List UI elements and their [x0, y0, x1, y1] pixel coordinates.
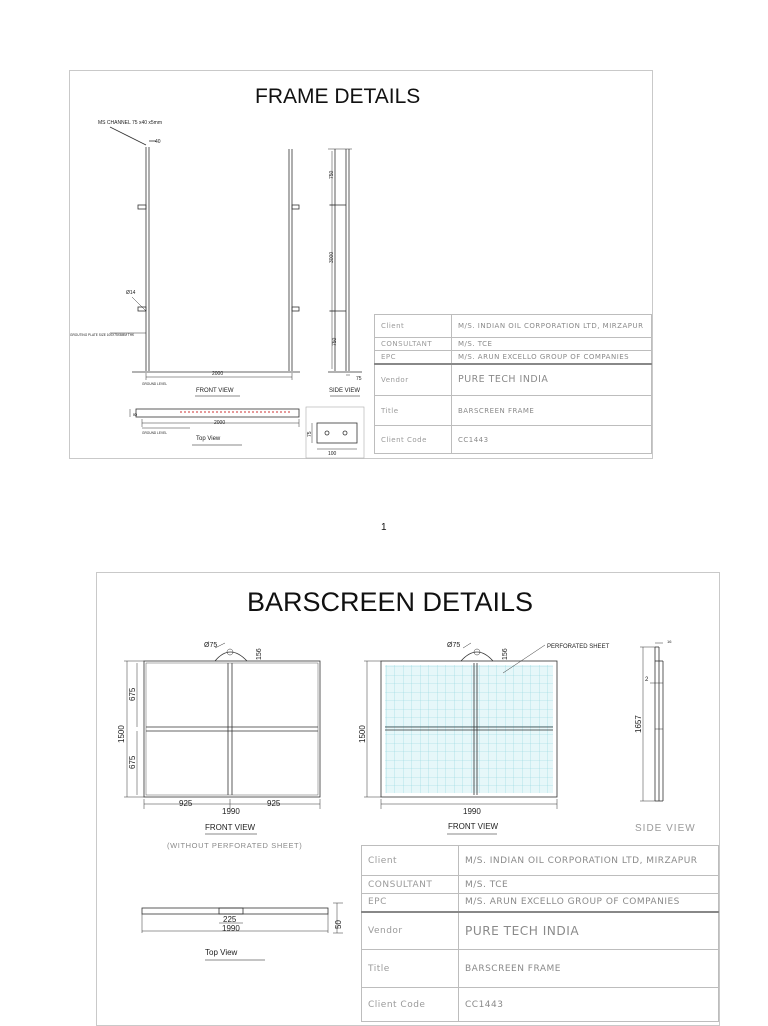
front-view-left: FRONT VIEW	[205, 823, 256, 832]
dim-925-left: 925	[179, 799, 193, 808]
top-view-label: Top View	[196, 436, 221, 442]
dim-156-left: 156	[256, 648, 263, 660]
dim-2000-front: 2000	[212, 371, 224, 377]
grouting-plate-label: GROUTING PLATE SIZE 100X75X6MM THK	[70, 333, 135, 337]
tb-vendor-value: PURE TECH INDIA	[452, 364, 652, 396]
dim-8: 8	[133, 413, 139, 416]
dia-14-label: Ø14	[126, 290, 136, 296]
tb-epc-label: EPC	[375, 351, 452, 364]
barscreen-title-block	[361, 845, 719, 1022]
frame-title-block	[374, 314, 652, 454]
dim-1657: 1657	[634, 715, 643, 733]
tb2-vendor-value: PURE TECH INDIA	[459, 912, 719, 950]
ground-level-top: GROUND LEVEL	[142, 431, 167, 435]
tb-client-label: Client	[375, 315, 452, 338]
tb-title-label: Title	[375, 396, 452, 426]
tb-consultant-label: CONSULTANT	[375, 338, 452, 351]
tb-title-value: BARSCREEN FRAME	[452, 396, 652, 426]
dia-75-right: Ø75	[447, 642, 461, 649]
dim-40: 40	[155, 139, 161, 145]
side-view-label: SIDE VIEW	[635, 823, 696, 834]
tb2-consultant-label: CONSULTANT	[362, 876, 459, 894]
tb2-client-code-value: CC1443	[459, 988, 719, 1022]
perforated-sheet-label: PERFORATED SHEET	[547, 644, 610, 650]
front-view-right: FRONT VIEW	[448, 822, 499, 831]
tb-client-code-label: Client Code	[375, 426, 452, 454]
dim-675-upper: 675	[128, 687, 137, 701]
dim-1990-top: 1990	[222, 924, 240, 933]
dim-1990-left: 1990	[222, 807, 240, 816]
dim-925-right: 925	[267, 799, 281, 808]
dim-75-side: 75	[356, 376, 362, 382]
top-view-label: Top View	[205, 948, 238, 957]
dia-75-left: Ø75	[204, 642, 218, 649]
dim-1500-left: 1500	[117, 725, 126, 743]
dim-156-right: 156	[502, 648, 509, 660]
tb-vendor-label: Vendor	[375, 364, 452, 396]
tb2-title-value: BARSCREEN FRAME	[459, 950, 719, 988]
tb-client-code-value: CC1443	[452, 426, 652, 454]
tb-client-value: M/S. INDIAN OIL CORPORATION LTD, MIRZAPUR	[452, 315, 652, 338]
tb2-client-label: Client	[362, 846, 459, 876]
dim-1500-right: 1500	[358, 725, 367, 743]
frame-details-sheet	[69, 70, 653, 459]
tb2-client-code-label: Client Code	[362, 988, 459, 1022]
tb2-vendor-label: Vendor	[362, 912, 459, 950]
page-number: 1	[381, 522, 387, 533]
dim-50: 50	[334, 920, 343, 929]
tb2-epc-label: EPC	[362, 894, 459, 912]
front-view-label: FRONT VIEW	[196, 388, 234, 394]
dim-675-lower: 675	[128, 755, 137, 769]
dim-100-plate: 100	[328, 451, 337, 457]
tb-consultant-value: M/S. TCE	[452, 338, 652, 351]
barscreen-details-title: BARSCREEN DETAILS	[247, 587, 534, 617]
dim-3000: 3000	[329, 251, 335, 263]
dim-2000-top: 2000	[214, 420, 226, 426]
dim-225: 225	[223, 915, 237, 924]
without-sheet-label: (WITHOUT PERFORATED SHEET)	[167, 841, 303, 850]
dim-2-side: 2	[645, 677, 649, 683]
ground-level-front: GROUND LEVEL	[142, 382, 167, 386]
dim-75-plate: 75	[307, 431, 313, 437]
dim-16-side: 16	[667, 639, 672, 644]
tb2-client-value: M/S. INDIAN OIL CORPORATION LTD, MIRZAPUR	[459, 846, 719, 876]
dim-750-bottom: 750	[332, 337, 338, 346]
tb2-title-label: Title	[362, 950, 459, 988]
barscreen-details-sheet	[96, 572, 720, 1026]
tb2-epc-value: M/S. ARUN EXCELLO GROUP OF COMPANIES	[459, 894, 719, 912]
ms-channel-label: MS CHANNEL 75 x40 x5mm	[98, 120, 162, 126]
tb2-consultant-value: M/S. TCE	[459, 876, 719, 894]
frame-details-title: FRAME DETAILS	[255, 85, 421, 108]
dim-1990-right: 1990	[463, 807, 481, 816]
tb-epc-value: M/S. ARUN EXCELLO GROUP OF COMPANIES	[452, 351, 652, 364]
side-view-label: SIDE VIEW	[329, 388, 361, 394]
dim-750-top: 750	[329, 170, 335, 179]
